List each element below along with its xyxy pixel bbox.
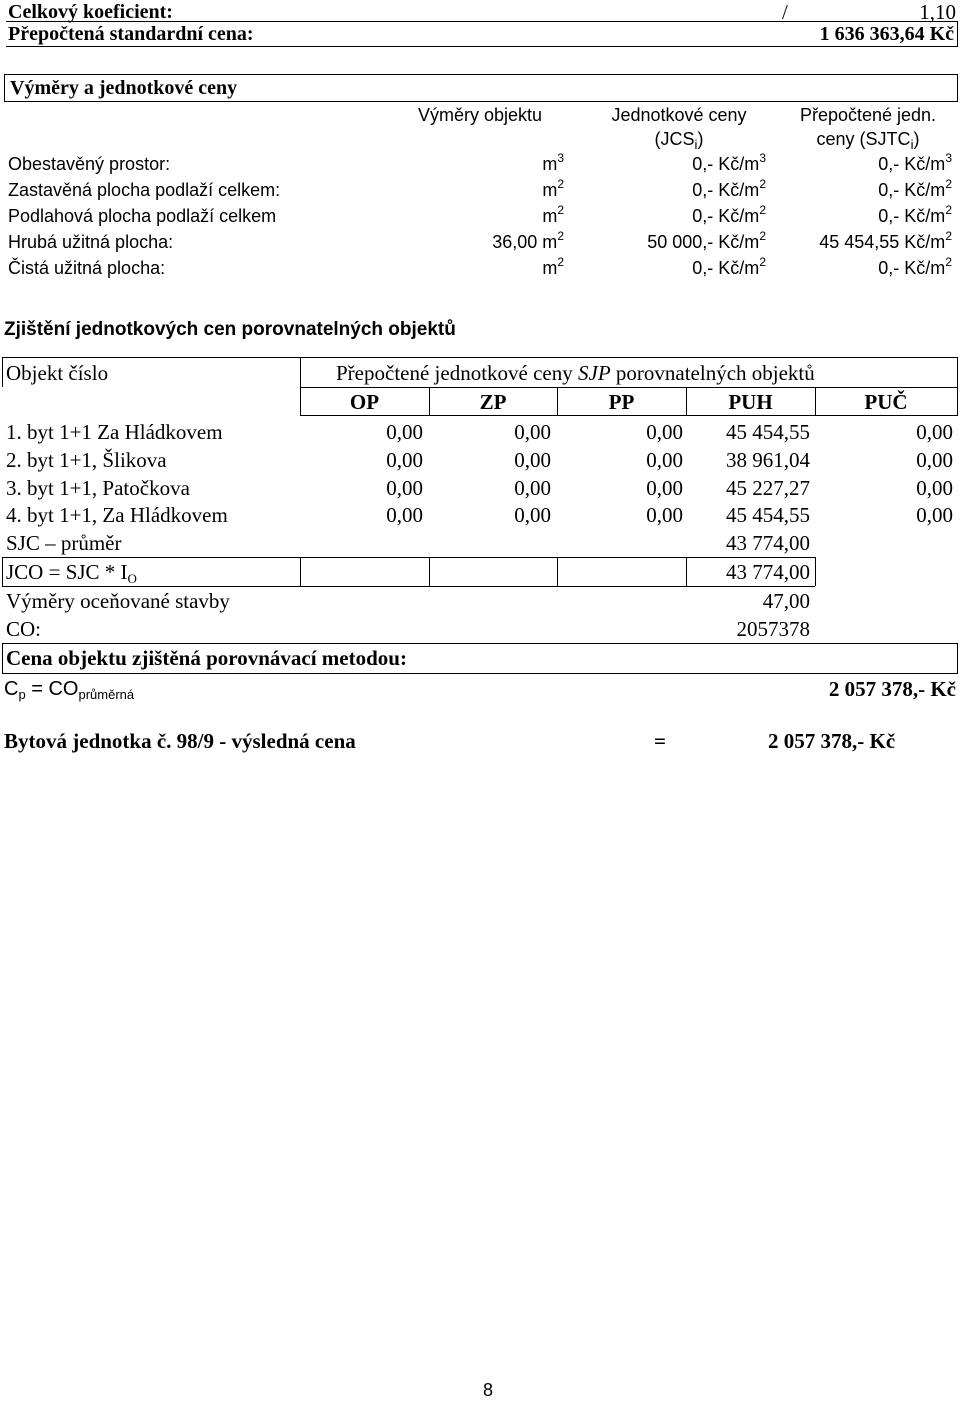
object-row-zp: 0,00: [514, 476, 551, 500]
valued-area-label: Výměry oceňované stavby: [6, 589, 230, 613]
sjc-average-value: 43 774,00: [726, 531, 810, 555]
table-line: [300, 415, 958, 416]
col-zp: ZP: [479, 390, 507, 414]
jco-label: JCO = SJC * $I_O$: [6, 560, 137, 586]
object-row-zp: 0,00: [514, 448, 551, 472]
table-line: [2, 357, 958, 358]
object-row-name: 1. byt 1+1 Za Hládkovem: [6, 420, 223, 444]
divider: [6, 21, 958, 22]
object-row-pp: 0,00: [646, 503, 683, 527]
sjc-average-label: SJC – průměr: [6, 531, 122, 555]
area-row-recalc-price: 0,- $Kč/m^3$: [878, 151, 952, 174]
area-row-value: $m^2$: [542, 177, 564, 200]
table-line: [2, 643, 3, 673]
object-row-puh: 45 454,55: [726, 420, 810, 444]
table-line: [557, 557, 558, 586]
col-header-unit-prices-sub: $(JCS_i)$: [654, 129, 704, 152]
final-price-equals: =: [654, 729, 666, 753]
area-row-label: Čistá užitná plocha:: [8, 258, 166, 278]
prices-header: Přepočtené jednotkové ceny SJP porovnatelných objektů: [336, 361, 815, 385]
co-value: 2057378: [736, 617, 810, 641]
standard-price-value: 1 636 363,64 Kč: [819, 23, 954, 45]
object-row-pp: 0,00: [646, 448, 683, 472]
object-row-op: 0,00: [386, 503, 423, 527]
area-row-label: Obestavěný prostor:: [8, 154, 171, 174]
col-pp: PP: [608, 390, 635, 414]
area-row-recalc-price: 0,- $Kč/m^2$: [878, 255, 952, 278]
object-row-zp: 0,00: [514, 420, 551, 444]
area-row-value: $m^2$: [542, 203, 564, 226]
table-line: [2, 673, 958, 674]
col-header-areas: Výměry objektu: [418, 105, 543, 125]
object-row-name: 4. byt 1+1, Za Hládkovem: [6, 503, 228, 527]
col-puc: PUČ: [864, 390, 908, 414]
coefficient-slash: /: [782, 0, 788, 24]
area-row-value: $m^2$: [542, 255, 564, 278]
table-line: [300, 557, 301, 586]
object-row-pp: 0,00: [646, 476, 683, 500]
object-row-puc: 0,00: [916, 420, 953, 444]
object-row-puc: 0,00: [916, 503, 953, 527]
col-header-recalc-prices: Přepočtené jedn.: [799, 105, 937, 125]
cp-value: 2 057 378,- Kč: [828, 677, 956, 701]
table-line: [2, 557, 3, 586]
area-row-value: 36,00 $m^2$: [492, 229, 564, 252]
table-line: [957, 357, 958, 415]
object-row-name: 3. byt 1+1, Patočkova: [6, 476, 190, 500]
total-coefficient-value: 1,10: [919, 0, 956, 24]
divider: [6, 46, 958, 47]
final-price-label: Bytová jednotka č. 98/9 - výsledná cena: [4, 729, 356, 753]
area-row-recalc-price: 45 454,55 $Kč/m^2$: [819, 229, 952, 252]
area-row-label: Podlahová plocha podlaží celkem: [8, 206, 277, 226]
table-line: [2, 357, 3, 387]
object-row-op: 0,00: [386, 420, 423, 444]
divider: [957, 21, 958, 46]
table-line: [2, 643, 958, 644]
jco-value: 43 774,00: [726, 560, 810, 584]
comparison-price-label: Cena objektu zjištěná porovnávací metodou:: [6, 646, 407, 670]
area-row-unit-price: 0,- $Kč/m^2$: [692, 203, 766, 226]
object-row-name: 2. byt 1+1, Šlikova: [6, 448, 167, 472]
area-row-label: Zastavěná plocha podlaží celkem:: [8, 180, 281, 200]
col-header-recalc-prices-sub: ceny $(SJTC_i)$: [816, 129, 920, 152]
table-line: [429, 557, 430, 586]
area-row-unit-price: 0,- $Kč/m^2$: [692, 177, 766, 200]
col-header-unit-prices: Jednotkové ceny: [611, 105, 747, 125]
area-row-recalc-price: 0,- $Kč/m^2$: [878, 203, 952, 226]
object-row-pp: 0,00: [646, 420, 683, 444]
area-row-unit-price: 50 000,- $Kč/m^2$: [647, 229, 766, 252]
standard-price-label: Přepočtená standardní cena:: [8, 23, 254, 45]
valued-area-value: 47,00: [762, 589, 810, 613]
object-row-op: 0,00: [386, 448, 423, 472]
section-title: Výměry a jednotkové ceny: [10, 77, 238, 99]
col-op: OP: [349, 390, 380, 414]
object-row-zp: 0,00: [514, 503, 551, 527]
page-number: 8: [482, 1380, 493, 1400]
object-row-op: 0,00: [386, 476, 423, 500]
table-line: [300, 387, 958, 388]
co-label: CO:: [6, 617, 42, 641]
total-coefficient-label: Celkový koeficient:: [8, 1, 173, 23]
table-line: [957, 643, 958, 673]
cp-formula: $C_p = CO_{průměrná}$: [4, 678, 135, 702]
object-row-puh: 45 227,27: [726, 476, 810, 500]
comparison-title: Zjištění jednotkových cen porovnatelných objektů: [4, 319, 456, 340]
area-row-label: Hrubá užitná plocha:: [8, 232, 174, 252]
final-price-value: 2 057 378,- Kč: [768, 729, 896, 753]
table-line: [2, 586, 815, 587]
table-line: [815, 557, 816, 586]
object-row-puc: 0,00: [916, 476, 953, 500]
area-row-unit-price: 0,- $Kč/m^3$: [692, 151, 766, 174]
area-row-value: $m^3$: [542, 151, 564, 174]
area-row-unit-price: 0,- $Kč/m^2$: [692, 255, 766, 278]
col-puh: PUH: [728, 390, 773, 414]
area-row-recalc-price: 0,- $Kč/m^2$: [878, 177, 952, 200]
object-row-puh: 45 454,55: [726, 503, 810, 527]
object-number-header: Objekt číslo: [6, 361, 109, 385]
object-row-puc: 0,00: [916, 448, 953, 472]
table-line: [2, 557, 815, 558]
object-row-puh: 38 961,04: [726, 448, 810, 472]
